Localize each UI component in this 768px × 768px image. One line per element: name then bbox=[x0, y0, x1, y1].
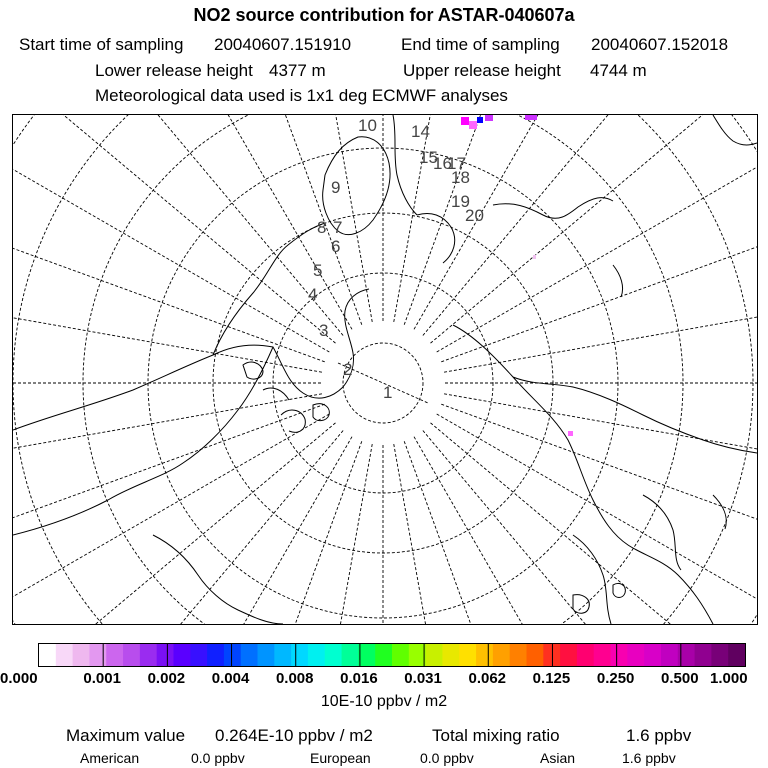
colorbar-tick-label: 0.004 bbox=[211, 670, 250, 687]
meridian-line bbox=[13, 414, 329, 624]
total-mixing-value: 1.6 ppbv bbox=[626, 726, 692, 745]
meridian-line bbox=[430, 115, 757, 343]
meridian-line bbox=[13, 261, 322, 372]
start-time-value: 20040607.151910 bbox=[214, 35, 352, 54]
meridian-line bbox=[13, 144, 325, 362]
meridian-line bbox=[13, 115, 336, 343]
colorbar-swatch bbox=[426, 644, 443, 666]
colorbar-swatch bbox=[173, 644, 190, 666]
trajectory-label: 6 bbox=[331, 237, 341, 256]
plume-cell bbox=[485, 115, 493, 121]
colorbar-tick-label: 0.001 bbox=[83, 670, 121, 687]
trajectory-label: 10 bbox=[358, 116, 377, 135]
trajectory-labels bbox=[308, 116, 484, 402]
meridian-line bbox=[394, 115, 505, 322]
colorbar-swatch bbox=[157, 644, 174, 666]
colorbar-swatch bbox=[274, 644, 291, 666]
colorbar-swatch bbox=[258, 644, 275, 666]
colorbar-swatch bbox=[409, 644, 426, 666]
meridian-line bbox=[13, 115, 329, 352]
meridian-line bbox=[404, 441, 622, 624]
trajectory-label: 5 bbox=[313, 261, 323, 280]
colorbar-tick-label: 0.002 bbox=[147, 670, 186, 687]
colorbar-swatch bbox=[627, 644, 644, 666]
region-asian-label: Asian bbox=[540, 750, 576, 766]
colorbar-swatch bbox=[728, 644, 745, 666]
colorbar-swatch bbox=[342, 644, 359, 666]
colorbar-swatch bbox=[224, 644, 241, 666]
colorbar-swatch bbox=[476, 644, 493, 666]
plot-title: NO2 source contribution for ASTAR-040607a bbox=[193, 5, 575, 25]
meridian-line bbox=[430, 423, 757, 624]
total-mixing-label: Total mixing ratio bbox=[432, 726, 560, 745]
colorbar-unit: 10E-10 ppbv / m2 bbox=[320, 693, 448, 710]
colorbar-swatch bbox=[190, 644, 207, 666]
lower-height-value: 4377 m bbox=[269, 61, 326, 80]
trajectory-label: 18 bbox=[451, 168, 470, 187]
meteorological-data-line: Meteorological data used is 1x1 deg ECMWF analyses bbox=[95, 86, 508, 105]
meridian-line bbox=[33, 115, 352, 329]
map-svg bbox=[13, 115, 757, 624]
colorbar-tick-label: 0.016 bbox=[340, 670, 378, 687]
max-value-label: Maximum value bbox=[66, 726, 186, 745]
colorbar-swatch bbox=[526, 644, 543, 666]
colorbar-swatch bbox=[89, 644, 106, 666]
plume-cell bbox=[461, 117, 469, 125]
plume-cell bbox=[469, 121, 477, 129]
colorbar-swatch bbox=[661, 644, 678, 666]
colorbar-swatch bbox=[594, 644, 611, 666]
latitude-circle bbox=[13, 115, 757, 624]
trajectory-label: 7 bbox=[333, 218, 343, 237]
colorbar-tick-label: 0.008 bbox=[275, 670, 314, 687]
coastlines bbox=[13, 115, 757, 624]
colorbar-swatch bbox=[291, 644, 308, 666]
colorbar-swatch bbox=[56, 644, 73, 666]
colorbar-tick-label: 0.031 bbox=[404, 670, 442, 687]
lower-left-coast bbox=[153, 535, 283, 624]
colorbar-swatch bbox=[577, 644, 594, 666]
colorbar-swatch bbox=[140, 644, 157, 666]
colorbar-tick-label: 0.500 bbox=[661, 670, 699, 687]
meridian-line bbox=[414, 115, 733, 329]
meridian-line bbox=[441, 404, 757, 622]
east-asia-coast bbox=[573, 495, 726, 624]
meridian-line bbox=[444, 394, 757, 505]
trajectory-label: 1 bbox=[383, 383, 393, 402]
colorbar-swatch bbox=[459, 644, 476, 666]
region-european-label: European bbox=[310, 750, 371, 766]
colorbar bbox=[38, 643, 746, 667]
trajectory-label: 16 bbox=[433, 154, 452, 173]
region-asian-value: 1.6 ppbv bbox=[622, 750, 676, 766]
asia-coast bbox=[453, 325, 757, 624]
lat-lon-grid bbox=[13, 115, 757, 624]
colorbar-swatch bbox=[560, 644, 577, 666]
colorbar-swatch bbox=[73, 644, 90, 666]
end-time-label: End time of sampling bbox=[401, 35, 560, 54]
trajectory-label: 14 bbox=[411, 122, 430, 141]
colorbar-swatch bbox=[711, 644, 728, 666]
region-american-value: 0.0 ppbv bbox=[191, 750, 245, 766]
colorbar-tick-label: 0.000 bbox=[0, 670, 38, 687]
trajectory-label: 8 bbox=[317, 218, 327, 237]
colorbar-tick-label: 1.000 bbox=[710, 670, 748, 687]
plume-cells bbox=[461, 115, 573, 436]
colorbar-tick-label: 0.062 bbox=[468, 670, 507, 687]
trajectory-label: 15 bbox=[419, 148, 438, 167]
colorbar-swatch bbox=[308, 644, 325, 666]
meridian-line bbox=[144, 441, 362, 624]
meridian-line bbox=[13, 423, 336, 624]
colorbar-swatch bbox=[375, 644, 392, 666]
trajectory-label: 3 bbox=[319, 321, 329, 340]
meridian-line bbox=[444, 261, 757, 372]
region-european-value: 0.0 ppbv bbox=[420, 750, 474, 766]
colorbar-swatch bbox=[493, 644, 510, 666]
trajectory-label: 20 bbox=[465, 206, 484, 225]
colorbar-swatch bbox=[510, 644, 527, 666]
meridian-line bbox=[33, 437, 352, 624]
colorbar-swatch bbox=[358, 644, 375, 666]
colorbar-swatch bbox=[106, 644, 123, 666]
colorbar-swatch bbox=[39, 644, 56, 666]
trajectory-label: 9 bbox=[331, 178, 341, 197]
colorbar-swatch bbox=[392, 644, 409, 666]
trajectory-label: 19 bbox=[451, 192, 470, 211]
colorbar-swatch bbox=[644, 644, 661, 666]
meridian-line bbox=[423, 115, 757, 336]
colorbar-tick-label: 0.250 bbox=[596, 670, 635, 687]
end-time-value: 20040607.152018 bbox=[591, 35, 729, 54]
trajectory-label: 4 bbox=[308, 285, 318, 304]
trajectory-label: 2 bbox=[343, 360, 353, 379]
meridian-line bbox=[13, 404, 325, 622]
region-american-label: American bbox=[80, 750, 140, 766]
plume-cell bbox=[525, 115, 537, 120]
meridian-line bbox=[404, 115, 622, 325]
plume-cell bbox=[568, 431, 573, 436]
max-value: 0.264E-10 ppbv / m2 bbox=[215, 726, 373, 745]
colorbar-swatch bbox=[123, 644, 140, 666]
plume-cell bbox=[533, 255, 536, 259]
upper-height-label: Upper release height bbox=[403, 61, 561, 80]
colorbar-tick-label: 0.125 bbox=[532, 670, 571, 687]
trajectory-label: 17 bbox=[447, 154, 466, 173]
meridian-line bbox=[261, 444, 372, 624]
meridian-line bbox=[13, 394, 322, 505]
upper-right-coast bbox=[613, 115, 757, 297]
start-time-label: Start time of sampling bbox=[19, 35, 184, 54]
polar-map bbox=[12, 114, 758, 625]
meridian-line bbox=[437, 115, 757, 352]
colorbar-swatch bbox=[442, 644, 459, 666]
colorbar-swatch bbox=[611, 644, 628, 666]
colorbar-swatch bbox=[695, 644, 712, 666]
colorbar-swatch bbox=[325, 644, 342, 666]
plume-cell bbox=[477, 117, 483, 123]
colorbar-swatch bbox=[543, 644, 560, 666]
meridian-line bbox=[441, 144, 757, 362]
colorbar-swatch bbox=[241, 644, 258, 666]
meridian-line bbox=[13, 115, 343, 336]
colorbar-swatch bbox=[207, 644, 224, 666]
lower-height-label: Lower release height bbox=[95, 61, 253, 80]
upper-height-value: 4744 m bbox=[590, 61, 647, 80]
